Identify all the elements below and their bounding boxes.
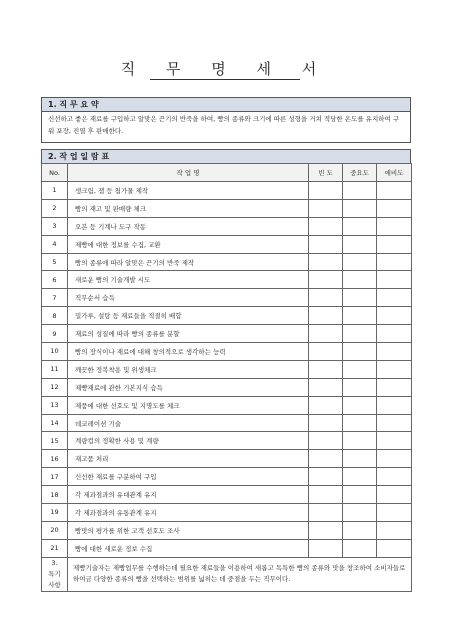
task-number: 5: [42, 253, 68, 271]
difficulty-cell[interactable]: [377, 182, 412, 200]
importance-cell[interactable]: [343, 289, 377, 307]
task-table: [41, 163, 412, 592]
frequency-cell[interactable]: [309, 325, 343, 343]
task-number: 9: [42, 325, 68, 343]
task-name: 제빵재료에 관한 기본지식 습득: [68, 378, 309, 396]
importance-cell[interactable]: [343, 414, 377, 432]
task-number: 3: [42, 217, 68, 235]
task-number: 7: [42, 289, 68, 307]
importance-cell[interactable]: [343, 182, 377, 200]
difficulty-cell[interactable]: [377, 486, 412, 504]
importance-cell[interactable]: [343, 468, 377, 486]
difficulty-cell[interactable]: [377, 468, 412, 486]
task-name: 오븐 등 기계나 도구 작동: [68, 217, 309, 235]
task-row: [42, 450, 412, 468]
task-row: [42, 271, 412, 289]
importance-cell[interactable]: [343, 253, 377, 271]
task-number: 10: [42, 343, 68, 361]
importance-cell[interactable]: [343, 360, 377, 378]
frequency-cell[interactable]: [309, 414, 343, 432]
task-number: 11: [42, 360, 68, 378]
frequency-cell[interactable]: [309, 289, 343, 307]
difficulty-cell[interactable]: [377, 450, 412, 468]
task-row: [42, 468, 412, 486]
importance-cell[interactable]: [343, 235, 377, 253]
document-title: 직 무 명 세 서: [120, 60, 330, 78]
frequency-cell[interactable]: [309, 396, 343, 414]
importance-cell[interactable]: [343, 199, 377, 217]
task-name: 빵의 재고 및 판매량 체크: [68, 199, 309, 217]
frequency-cell[interactable]: [309, 504, 343, 522]
task-name: 재료의 성질에 따라 빵의 종류를 분할: [68, 325, 309, 343]
task-row: [42, 235, 412, 253]
task-row: [42, 504, 412, 522]
col-header-task: 작 업 명: [68, 164, 309, 182]
frequency-cell[interactable]: [309, 253, 343, 271]
task-number: 13: [42, 396, 68, 414]
task-number: 19: [42, 504, 68, 522]
task-row: [42, 360, 412, 378]
task-number: 16: [42, 450, 68, 468]
frequency-cell[interactable]: [309, 539, 343, 557]
difficulty-cell[interactable]: [377, 325, 412, 343]
frequency-cell[interactable]: [309, 432, 343, 450]
difficulty-cell[interactable]: [377, 504, 412, 522]
difficulty-cell[interactable]: [377, 396, 412, 414]
task-row: [42, 253, 412, 271]
task-row: [42, 199, 412, 217]
frequency-cell[interactable]: [309, 521, 343, 539]
task-name: 데코레이션 기술: [68, 414, 309, 432]
task-name: 새로운 빵의 기술개발 시도: [68, 271, 309, 289]
task-name: 재고품 처리: [68, 450, 309, 468]
task-number: 18: [42, 486, 68, 504]
task-number: 15: [42, 432, 68, 450]
difficulty-cell[interactable]: [377, 343, 412, 361]
task-number: 2: [42, 199, 68, 217]
importance-cell[interactable]: [343, 325, 377, 343]
difficulty-cell[interactable]: [377, 271, 412, 289]
difficulty-cell[interactable]: [377, 360, 412, 378]
task-number: 17: [42, 468, 68, 486]
task-name: 신선한 재료를 구분하여 구입: [68, 468, 309, 486]
task-name: 제품에 대한 선호도 및 지명도를 체크: [68, 396, 309, 414]
task-table-header: [42, 164, 412, 182]
task-number: 1: [42, 182, 68, 200]
task-row: [42, 414, 412, 432]
task-name: 직무순서 습득: [68, 289, 309, 307]
importance-cell[interactable]: [343, 378, 377, 396]
section2-heading: 2. 작 업 일 람 표: [41, 149, 411, 164]
task-row: [42, 343, 412, 361]
title-underline: [150, 79, 300, 80]
task-row: [42, 307, 412, 325]
importance-cell[interactable]: [343, 539, 377, 557]
frequency-cell[interactable]: [309, 271, 343, 289]
difficulty-cell[interactable]: [377, 253, 412, 271]
frequency-cell[interactable]: [309, 343, 343, 361]
task-row: [42, 432, 412, 450]
task-name: 각 제과점과의 유통관계 유지: [68, 504, 309, 522]
task-row: [42, 521, 412, 539]
difficulty-cell[interactable]: [377, 378, 412, 396]
task-name: 각 제과점과의 유대관계 유지: [68, 486, 309, 504]
frequency-cell[interactable]: [309, 235, 343, 253]
importance-cell[interactable]: [343, 271, 377, 289]
importance-cell[interactable]: [343, 217, 377, 235]
frequency-cell[interactable]: [309, 486, 343, 504]
section1-heading: 1. 직 무 요 약: [41, 97, 411, 112]
frequency-cell[interactable]: [309, 182, 343, 200]
task-name: 제빵에 대한 정보를 수집, 교환: [68, 235, 309, 253]
difficulty-cell[interactable]: [377, 289, 412, 307]
task-number: 21: [42, 539, 68, 557]
col-header-no: No.: [42, 164, 68, 182]
frequency-cell[interactable]: [309, 307, 343, 325]
frequency-cell[interactable]: [309, 360, 343, 378]
task-row: [42, 325, 412, 343]
importance-cell[interactable]: [343, 486, 377, 504]
difficulty-cell[interactable]: [377, 521, 412, 539]
difficulty-cell[interactable]: [377, 414, 412, 432]
difficulty-cell[interactable]: [377, 307, 412, 325]
difficulty-cell[interactable]: [377, 217, 412, 235]
task-row: [42, 486, 412, 504]
importance-cell[interactable]: [343, 396, 377, 414]
col-header-importance: 중요도: [343, 164, 377, 182]
difficulty-cell[interactable]: [377, 539, 412, 557]
task-row: [42, 539, 412, 557]
frequency-cell[interactable]: [309, 468, 343, 486]
col-header-frequency: 빈 도: [309, 164, 343, 182]
task-number: 20: [42, 521, 68, 539]
importance-cell[interactable]: [343, 521, 377, 539]
task-name: 빵의 장식이나 재료에 대해 창의적으로 생각하는 능력: [68, 343, 309, 361]
job-summary-text: 신선하고 좋은 재료를 구입하고 알맞은 끈기의 반죽을 하여, 빵의 종류와 크기에 따른 성형을 거쳐 적당한 온도를 유지하여 구워 포장, 진열 후 판매한다.: [41, 111, 411, 143]
task-name: 깨끗한 정복착용 및 위생체크: [68, 360, 309, 378]
difficulty-cell[interactable]: [377, 432, 412, 450]
task-name: 빵의 종류에 따라 알맞은 끈기의 반죽 제작: [68, 253, 309, 271]
frequency-cell[interactable]: [309, 217, 343, 235]
task-row: [42, 182, 412, 200]
task-row: [42, 378, 412, 396]
task-row: [42, 217, 412, 235]
importance-cell[interactable]: [343, 504, 377, 522]
task-name: 밀가루, 설탕 등 재료들을 적절히 배합: [68, 307, 309, 325]
task-name: 빵에 대한 새로운 정보 수집: [68, 539, 309, 557]
task-number: 4: [42, 235, 68, 253]
task-number: 6: [42, 271, 68, 289]
task-name: 계량컵의 정확한 사용 및 계량: [68, 432, 309, 450]
task-name: 생크림, 잼 등 첨가물 제작: [68, 182, 309, 200]
frequency-cell[interactable]: [309, 378, 343, 396]
task-row: [42, 289, 412, 307]
importance-cell[interactable]: [343, 343, 377, 361]
task-number: 12: [42, 378, 68, 396]
special-notes-text: 제빵기술자는 제빵업무를 수행하는데 필요한 재료들을 이용하여 새롭고 독특한 빵의 종류와 맛을 창조하여 소비자들로 하여금 다양한 종류의 빵을 선택하는 범위를 넓히는 데 중점을 두는 직무이다.: [68, 557, 412, 591]
task-number: 14: [42, 414, 68, 432]
importance-cell[interactable]: [343, 307, 377, 325]
difficulty-cell[interactable]: [377, 235, 412, 253]
special-notes-label: 3. 특기 사항: [42, 557, 68, 591]
frequency-cell[interactable]: [309, 450, 343, 468]
difficulty-cell[interactable]: [377, 199, 412, 217]
special-notes-row: [42, 557, 412, 591]
task-name: 빵맛의 평가를 위한 고객 선호도 조사: [68, 521, 309, 539]
col-header-difficulty: 애비도: [377, 164, 412, 182]
task-row: [42, 396, 412, 414]
frequency-cell[interactable]: [309, 199, 343, 217]
task-number: 8: [42, 307, 68, 325]
importance-cell[interactable]: [343, 432, 377, 450]
importance-cell[interactable]: [343, 450, 377, 468]
